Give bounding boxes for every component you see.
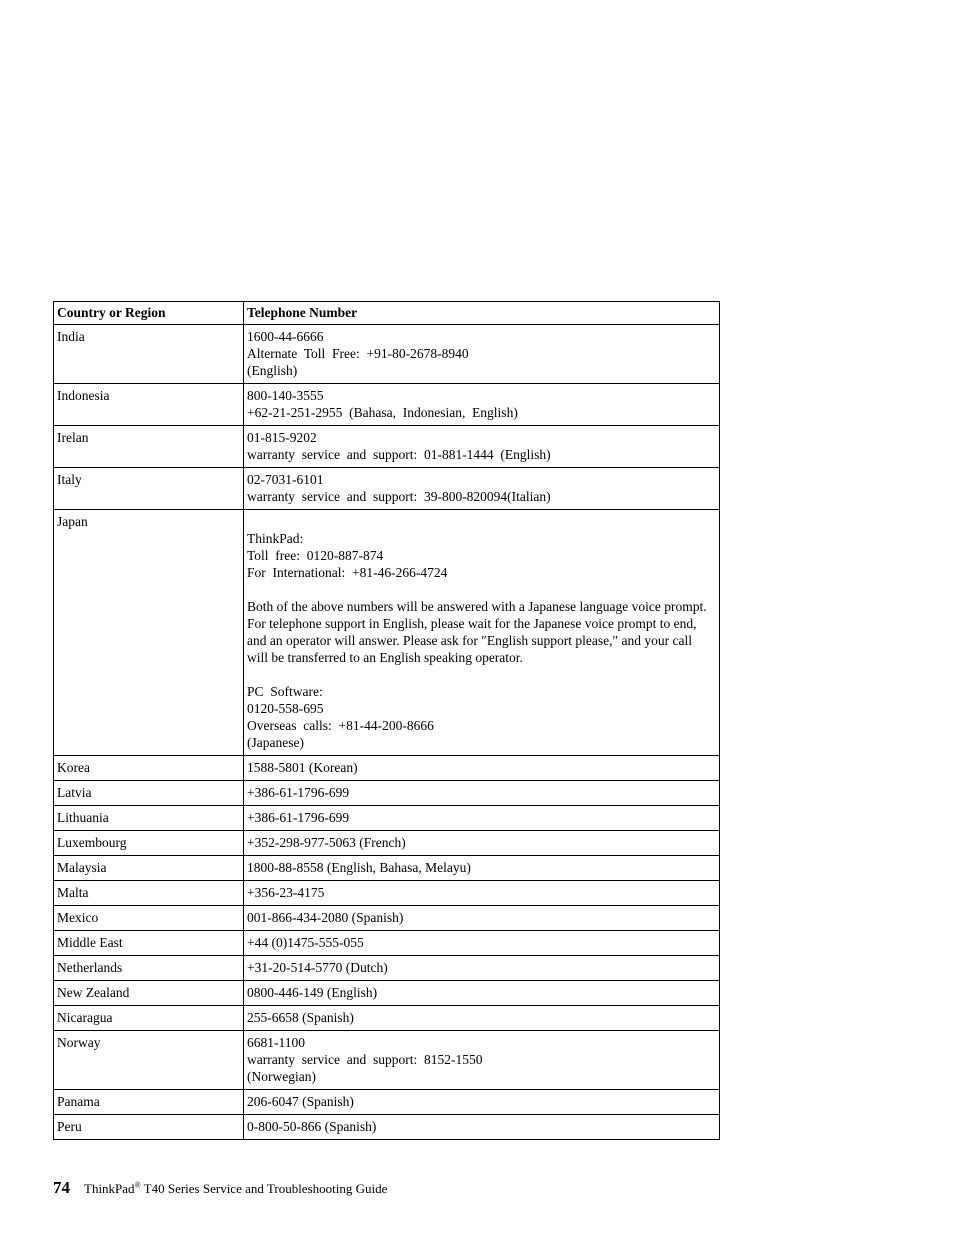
telephone-line: 6681-1100	[247, 1035, 305, 1050]
table-row	[54, 1031, 720, 1090]
table-row	[54, 906, 720, 931]
country-cell: Italy	[54, 468, 244, 510]
telephone-line: 0800-446-149 (English)	[247, 985, 378, 1000]
country-cell: Lithuania	[54, 806, 244, 831]
country-cell: Korea	[54, 756, 244, 781]
telephone-line: Both of the above numbers will be answered with a Japanese language voice prompt. For telephone support in English, please wait for the Japanese voice prompt to end, and an operator will answer. Please ask for ″English support please,″ and your call will be transferred to an English speaking operator.	[247, 599, 710, 665]
telephone-line: 206-6047 (Spanish)	[247, 1094, 354, 1109]
country-cell: Peru	[54, 1115, 244, 1140]
country-cell: Japan	[54, 510, 244, 756]
telephone-line: +62-21-251-2955 (Bahasa, Indonesian, English)	[247, 405, 518, 420]
page-footer	[53, 1179, 387, 1197]
telephone-line: (English)	[247, 363, 298, 378]
telephone-cell	[244, 325, 720, 384]
country-cell: Mexico	[54, 906, 244, 931]
telephone-line: +31-20-514-5770 (Dutch)	[247, 960, 388, 975]
telephone-line: warranty service and support: 8152-1550	[247, 1052, 483, 1067]
table-row	[54, 1115, 720, 1140]
telephone-line: +356-23-4175	[247, 885, 325, 900]
page-number: 74	[53, 1178, 70, 1197]
telephone-cell	[244, 806, 720, 831]
telephone-cell	[244, 756, 720, 781]
telephone-cell	[244, 881, 720, 906]
telephone-line: warranty service and support: 01-881-1444 (English)	[247, 447, 551, 462]
table-body	[54, 325, 720, 1140]
telephone-cell	[244, 1006, 720, 1031]
country-cell: Panama	[54, 1090, 244, 1115]
table-row	[54, 831, 720, 856]
telephone-line: 01-815-9202	[247, 430, 317, 445]
table-row	[54, 931, 720, 956]
telephone-line: For International: +81-46-266-4724	[247, 565, 448, 580]
registered-mark: ®	[134, 1180, 141, 1190]
table-row	[54, 756, 720, 781]
country-cell: Malta	[54, 881, 244, 906]
telephone-line: 0120-558-695	[247, 701, 324, 716]
country-cell: Latvia	[54, 781, 244, 806]
telephone-line: +386-61-1796-699	[247, 810, 350, 825]
country-cell: Indonesia	[54, 384, 244, 426]
telephone-cell	[244, 510, 720, 756]
telephone-line: 255-6658 (Spanish)	[247, 1010, 354, 1025]
telephone-line: PC Software:	[247, 684, 323, 699]
blank-line	[247, 581, 715, 598]
telephone-cell	[244, 426, 720, 468]
country-cell: Irelan	[54, 426, 244, 468]
table-row	[54, 856, 720, 881]
telephone-line: Toll free: 0120-887-874	[247, 548, 384, 563]
telephone-line: 1800-88-8558 (English, Bahasa, Melayu)	[247, 860, 471, 875]
telephone-line: warranty service and support: 39-800-820094(Italian)	[247, 489, 551, 504]
telephone-cell	[244, 384, 720, 426]
table-row	[54, 881, 720, 906]
telephone-line: Overseas calls: +81-44-200-8666	[247, 718, 434, 733]
telephone-line: +44 (0)1475-555-055	[247, 935, 364, 950]
country-cell: Netherlands	[54, 956, 244, 981]
table-row	[54, 510, 720, 756]
telephone-line: 0-800-50-866 (Spanish)	[247, 1119, 377, 1134]
table-row	[54, 1090, 720, 1115]
telephone-line: (Japanese)	[247, 735, 304, 750]
table-row	[54, 1006, 720, 1031]
telephone-line: 1600-44-6666	[247, 329, 324, 344]
table-row	[54, 468, 720, 510]
footer-title-rest: T40 Series Service and Troubleshooting Guide	[140, 1181, 388, 1196]
telephone-table	[53, 301, 720, 1140]
footer-title	[84, 1181, 387, 1196]
footer-brand: ThinkPad	[84, 1181, 135, 1196]
telephone-line: Alternate Toll Free: +91-80-2678-8940	[247, 346, 469, 361]
table-row	[54, 781, 720, 806]
telephone-line: +352-298-977-5063 (French)	[247, 835, 406, 850]
telephone-line: 800-140-3555	[247, 388, 324, 403]
header-telephone: Telephone Number	[244, 302, 720, 325]
telephone-cell	[244, 856, 720, 881]
country-cell: New Zealand	[54, 981, 244, 1006]
table-row	[54, 384, 720, 426]
telephone-cell	[244, 906, 720, 931]
telephone-cell	[244, 956, 720, 981]
table-header-row	[54, 302, 720, 325]
header-country: Country or Region	[54, 302, 244, 325]
country-cell: Nicaragua	[54, 1006, 244, 1031]
telephone-line: (Norwegian)	[247, 1069, 316, 1084]
telephone-cell	[244, 1090, 720, 1115]
telephone-line: 001-866-434-2080 (Spanish)	[247, 910, 404, 925]
blank-line	[247, 513, 715, 530]
table-row	[54, 325, 720, 384]
country-cell: Norway	[54, 1031, 244, 1090]
table-row	[54, 981, 720, 1006]
country-cell: Malaysia	[54, 856, 244, 881]
telephone-line: 02-7031-6101	[247, 472, 324, 487]
table-row	[54, 956, 720, 981]
table-row	[54, 426, 720, 468]
blank-line	[247, 666, 715, 683]
telephone-cell	[244, 1115, 720, 1140]
telephone-line: +386-61-1796-699	[247, 785, 350, 800]
telephone-cell	[244, 1031, 720, 1090]
country-cell: Middle East	[54, 931, 244, 956]
telephone-cell	[244, 981, 720, 1006]
table-row	[54, 806, 720, 831]
telephone-cell	[244, 781, 720, 806]
telephone-cell	[244, 931, 720, 956]
telephone-cell	[244, 468, 720, 510]
country-cell: India	[54, 325, 244, 384]
telephone-cell	[244, 831, 720, 856]
telephone-line: 1588-5801 (Korean)	[247, 760, 358, 775]
telephone-line: ThinkPad:	[247, 531, 304, 546]
country-cell: Luxembourg	[54, 831, 244, 856]
